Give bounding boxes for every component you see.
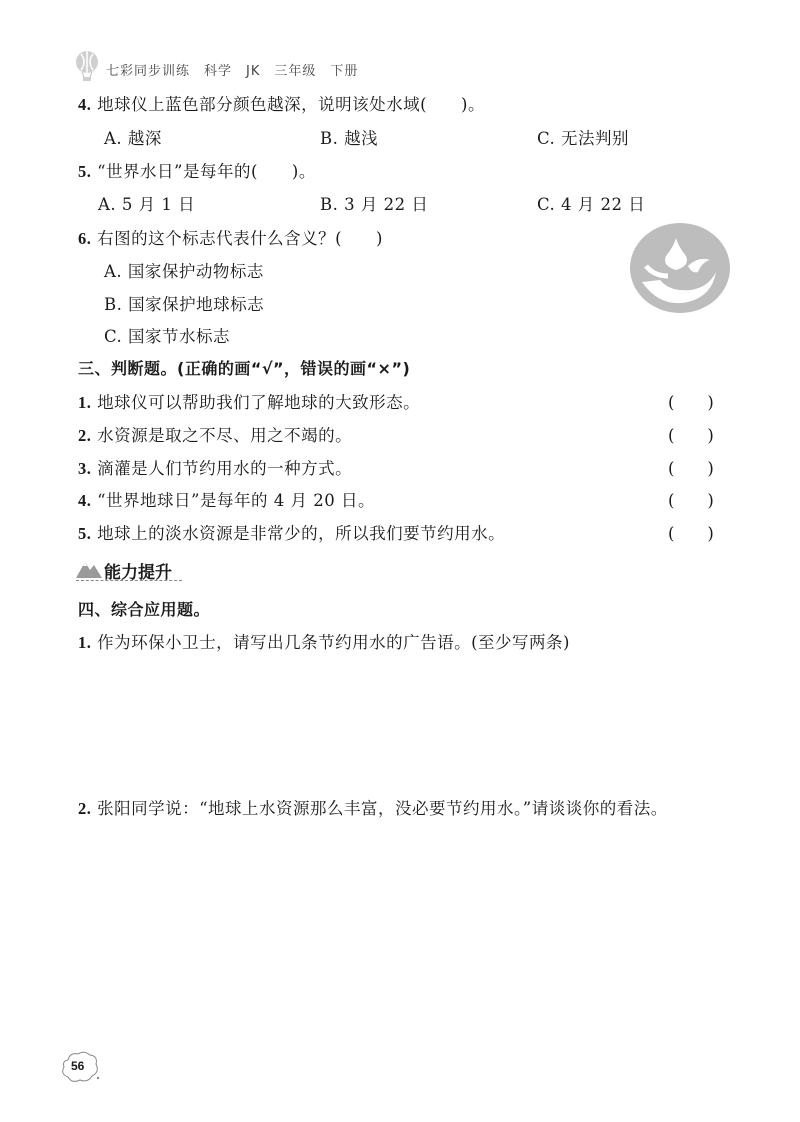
application-item-2 bbox=[78, 795, 668, 819]
q6-option-a: A. 国家保护动物标志 bbox=[104, 262, 264, 281]
item-number: 4. bbox=[78, 491, 92, 510]
q4-option-c: C. 无法判别 bbox=[537, 129, 630, 148]
q6-option-b: B. 国家保护地球标志 bbox=[104, 295, 265, 314]
item-number: 5. bbox=[78, 524, 92, 543]
section-divider bbox=[76, 580, 182, 581]
page-number: 56 bbox=[71, 1059, 85, 1073]
answer-blank[interactable]: ( ) bbox=[668, 393, 714, 412]
q5-option-b: B. 3 月 22 日 bbox=[320, 195, 429, 214]
mountain-icon bbox=[76, 558, 102, 582]
q6-option-c: C. 国家节水标志 bbox=[104, 327, 231, 346]
answer-blank[interactable]: ( ) bbox=[668, 426, 714, 445]
item-number: 2. bbox=[78, 799, 92, 818]
item-text: 作为环保小卫士，请写出几条节约用水的广告语。(至少写两条) bbox=[97, 633, 570, 652]
item-text: 地球上的淡水资源是非常少的，所以我们要节约用水。 bbox=[97, 524, 506, 543]
question-5 bbox=[78, 158, 316, 182]
item-number: 2. bbox=[78, 426, 92, 445]
question-text: 右图的这个标志代表什么含义？( ) bbox=[97, 229, 383, 248]
q5-option-a: A. 5 月 1 日 bbox=[98, 195, 196, 214]
question-6 bbox=[78, 225, 383, 249]
water-saving-logo-icon bbox=[628, 222, 732, 318]
item-text: 滴灌是人们节约用水的一种方式。 bbox=[97, 459, 353, 478]
question-4 bbox=[78, 91, 485, 115]
item-number: 1. bbox=[78, 633, 92, 652]
page-number-badge bbox=[60, 1050, 100, 1084]
question-number: 5. bbox=[78, 162, 92, 181]
question-text: 地球仪上蓝色部分颜色越深，说明该处水域( )。 bbox=[97, 95, 485, 114]
question-number: 4. bbox=[78, 95, 92, 114]
item-text: 张阳同学说：“地球上水资源那么丰富，没必要节约用水。”请谈谈你的看法。 bbox=[97, 799, 668, 818]
answer-blank[interactable]: ( ) bbox=[668, 459, 714, 478]
item-text: 地球仪可以帮助我们了解地球的大致形态。 bbox=[97, 393, 421, 412]
judgement-item-3 bbox=[78, 455, 352, 479]
header-title: 七彩同步训练 科学 JK 三年级 下册 bbox=[106, 64, 359, 79]
question-text: “世界水日”是每年的( )。 bbox=[97, 162, 316, 181]
judgement-item-4 bbox=[78, 487, 375, 511]
item-number: 1. bbox=[78, 393, 92, 412]
q4-option-b: B. 越浅 bbox=[320, 129, 379, 148]
judgement-item-1 bbox=[78, 389, 420, 413]
section-4-title: 四、综合应用题。 bbox=[78, 600, 211, 619]
answer-blank[interactable]: ( ) bbox=[668, 524, 714, 543]
item-number: 3. bbox=[78, 459, 92, 478]
question-number: 6. bbox=[78, 229, 92, 248]
section-3-title: 三、判断题。(正确的画“√”，错误的画“×”) bbox=[78, 359, 411, 378]
judgement-item-2 bbox=[78, 422, 352, 446]
answer-blank[interactable]: ( ) bbox=[668, 491, 714, 510]
q4-option-a: A. 越深 bbox=[104, 129, 162, 148]
ability-title: 能力提升 bbox=[104, 563, 172, 583]
judgement-item-5 bbox=[78, 520, 505, 544]
q5-option-c: C. 4 月 22 日 bbox=[537, 195, 646, 214]
application-item-1 bbox=[78, 629, 570, 653]
item-text: 水资源是取之不尽、用之不竭的。 bbox=[97, 426, 353, 445]
item-text: “世界地球日”是每年的 4 月 20 日。 bbox=[97, 491, 375, 510]
header-balloon-icon bbox=[74, 50, 100, 86]
